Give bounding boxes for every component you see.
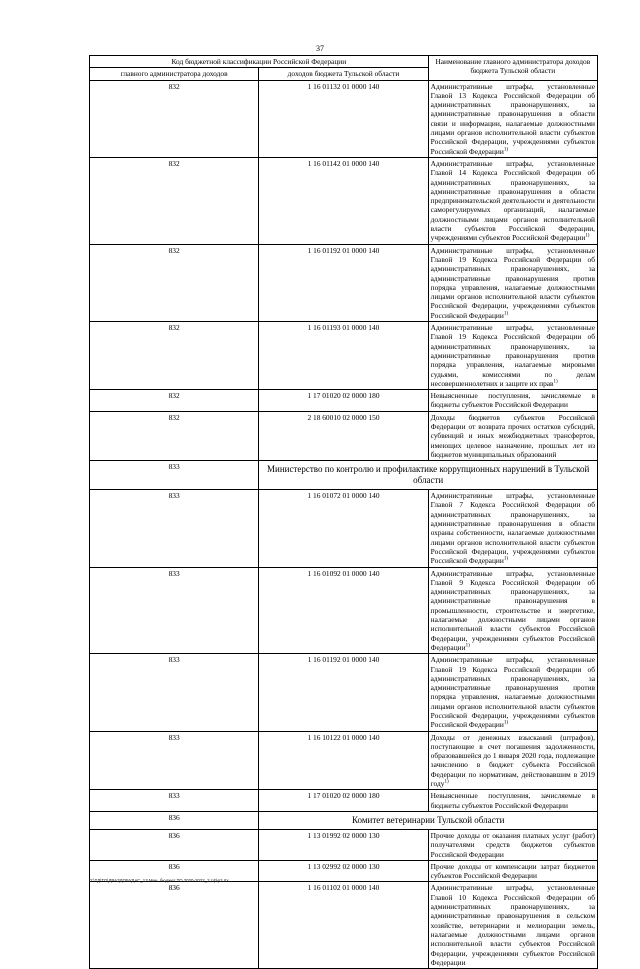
revenue-name-text: Прочие доходы от компенсации затрат бюджетов субъектов Российской Федерации	[430, 861, 595, 881]
footnote-marker: 1)	[465, 643, 470, 649]
table-row	[90, 567, 598, 654]
admin-code-cell: 832	[90, 244, 259, 321]
revenue-name-cell	[428, 654, 597, 731]
revenue-code-cell: 1 16 01072 01 0000 140	[259, 490, 428, 567]
table-row	[90, 322, 598, 390]
table-row	[90, 654, 598, 731]
revenue-name-text: Административные штрафы, установленные Главой 10 Кодекса Российской Федерации об административных правонарушениях, за административные правонарушения в сельском хозяйстве, ветеринарии и мелиорации земель, налагаемые должностными лицами органов исполнительной власти субъектов Российской Федерации, учреждениями субъектов Российской Федерации	[430, 883, 595, 967]
revenue-name-text: Невыясненные поступления, зачисляемые в бюджеты субъектов Российской Федерации	[430, 791, 595, 810]
admin-code-cell: 832	[90, 390, 259, 412]
revenue-name-text: Административные штрафы, установленные Главой 19 Кодекса Российской Федерации об административных правонарушениях, за административные правонарушения против порядка управления, налагаемые мировыми судьями, комиссиями по делам несовершеннолетних и защите их прав	[430, 323, 595, 388]
administrator-heading: Министерство по контролю и профилактике коррупционных нарушений в Тульской области	[259, 461, 598, 490]
revenue-code-cell: 1 17 01020 02 0000 180	[259, 790, 428, 812]
admin-code-cell: 833	[90, 731, 259, 790]
table-header-row	[90, 56, 598, 68]
footnote-marker: 1)	[444, 779, 449, 785]
table-body	[90, 80, 598, 969]
revenue-name-cell	[428, 80, 597, 157]
revenue-name-cell	[428, 882, 597, 969]
revenue-name-text: Административные штрафы, установленные Главой 14 Кодекса Российской Федерации об административных правонарушениях, за административные правонарушения в области предпринимательской деятельности и деятельности саморегулируемых организаций, налагаемые должностными лицами органов исполнительной власти субъектов Российской Федерации, учреждениями субъектов Российской Федерации	[430, 158, 595, 243]
revenue-name-cell	[428, 567, 597, 654]
revenue-code-cell: 1 17 01020 02 0000 180	[259, 390, 428, 412]
table-row	[90, 411, 598, 460]
table-row	[90, 882, 598, 969]
admin-code-cell: 832	[90, 411, 259, 460]
revenue-name-cell	[428, 860, 597, 882]
revenue-code-cell: 1 16 01092 01 0000 140	[259, 567, 428, 654]
table-row	[90, 157, 598, 244]
header-name-col: Наименование главного администратора доходов бюджета Тульской области	[428, 56, 597, 81]
table-row	[90, 731, 598, 790]
revenue-code-cell: 1 16 01193 01 0000 140	[259, 322, 428, 390]
admin-code-cell: 836	[90, 811, 259, 829]
section-heading-row	[90, 461, 598, 490]
revenue-name-text: Административные штрафы, установленные Главой 19 Кодекса Российской Федерации об административных правонарушениях, за административные правонарушения против порядка управления, налагаемые должностными лицами органов исполнительной власти субъектов Российской Федерации, учреждениями субъектов Российской Федерации	[430, 245, 595, 320]
admin-code-cell: 833	[90, 654, 259, 731]
page-number: 37	[316, 44, 324, 53]
footnote-marker: 1)	[553, 379, 558, 385]
footnote-marker: 1)	[585, 233, 590, 239]
footnote-marker: 1)	[503, 147, 509, 153]
revenue-name-text: Доходы бюджетов субъектов Российской Федерации от возврата прочих остатков субсидий, субвенций и иных межбюджетных трансфертов, имеющих целевое назначение, прошлых лет из бюджетов муниципальных образований	[430, 412, 595, 459]
header-code-group: Код бюджетной классификации Российской Федерации	[90, 56, 429, 68]
revenue-code-cell: 1 13 02992 02 0000 130	[259, 860, 428, 882]
revenue-name-cell	[428, 390, 597, 412]
revenue-name-cell	[428, 411, 597, 460]
file-path-footer: D:\ТД\ТО\ДРАЗДОБУДАС_13 Мин. бюджет ТО 2020-2022_2 тф\р2.rtx	[89, 878, 229, 883]
admin-code-cell: 836	[90, 882, 259, 969]
revenue-name-text: Невыясненные поступления, зачисляемые в бюджеты субъектов Российской Федерации	[430, 391, 595, 410]
admin-code-cell: 833	[90, 490, 259, 567]
revenue-code-cell: 1 16 01192 01 0000 140	[259, 244, 428, 321]
header-admin-col: главного администратора доходов	[90, 68, 259, 80]
administrator-heading: Комитет ветеринарии Тульской области	[259, 811, 598, 829]
admin-code-cell: 832	[90, 157, 259, 244]
revenue-code-cell: 2 18 60010 02 0000 150	[259, 411, 428, 460]
revenue-name-text: Административные штрафы, установленные Главой 19 Кодекса Российской Федерации об административных правонарушениях, за административные правонарушения против порядка управления, налагаемые должностными лицами органов исполнительной власти субъектов Российской Федерации, учреждениями субъектов Российской Федерации	[430, 655, 595, 730]
table-row	[90, 490, 598, 567]
revenue-name-cell	[428, 157, 597, 244]
table-row	[90, 390, 598, 412]
admin-code-cell: 832	[90, 322, 259, 390]
revenue-name-text: Административные штрафы, установленные Главой 13 Кодекса Российской Федерации об административных правонарушениях, за административные правонарушения в области связи и информации, налагаемые должностными лицами органов исполнительной власти субъектов Российской Федерации, учреждениями субъектов Российской Федерации	[430, 81, 595, 156]
admin-code-cell: 836	[90, 860, 259, 882]
admin-code-cell: 833	[90, 461, 259, 490]
revenue-code-cell: 1 16 01102 01 0000 140	[259, 882, 428, 969]
table-row	[90, 790, 598, 812]
revenue-code-cell: 1 13 01992 02 0000 130	[259, 829, 428, 860]
revenue-code-cell: 1 16 01192 01 0000 140	[259, 654, 428, 731]
section-heading-row	[90, 811, 598, 829]
revenue-name-cell	[428, 490, 597, 567]
admin-code-cell: 836	[90, 829, 259, 860]
budget-classification-table	[89, 55, 598, 969]
footnote-marker: 1)	[503, 720, 509, 726]
revenue-code-cell: 1 16 01142 01 0000 140	[259, 157, 428, 244]
admin-code-cell: 833	[90, 567, 259, 654]
revenue-code-cell: 1 16 10122 01 0000 140	[259, 731, 428, 790]
table-row	[90, 80, 598, 157]
revenue-name-cell	[428, 790, 597, 812]
revenue-name-text: Административные штрафы, установленные Главой 7 Кодекса Российской Федерации об административных правонарушениях, за административные правонарушения в области охраны собственности, налагаемые должностными лицами органов исполнительной власти субъектов Российской Федерации, учреждениями субъектов Российской Федерации	[430, 491, 595, 566]
revenue-code-cell: 1 16 01132 01 0000 140	[259, 80, 428, 157]
revenue-name-text: Административные штрафы, установленные Главой 9 Кодекса Российской Федерации об административных правонарушениях, за административные правонарушения в промышленности, строительстве и энергетике, налагаемые должностными лицами органов исполнительной власти субъектов Российской Федерации, учреждениями субъектов Российской Федерации	[430, 568, 595, 652]
footnote-marker: 1)	[503, 556, 509, 562]
table-row	[90, 244, 598, 321]
admin-code-cell: 833	[90, 790, 259, 812]
header-code-col: доходов бюджета Тульской области	[259, 68, 428, 80]
admin-code-cell: 832	[90, 80, 259, 157]
revenue-name-text: Прочие доходы от оказания платных услуг (работ) получателями средств бюджетов субъектов Российской Федерации	[430, 830, 595, 859]
table-row	[90, 829, 598, 860]
revenue-name-text: Доходы от денежных взысканий (штрафов), поступающие в счет погашения задолженности, образовавшейся до 1 января 2020 года, подлежащие зачислению в бюджет субъекта Российской Федерации по нормативам, действовавшим в 2019 году	[430, 732, 595, 789]
revenue-name-cell	[428, 731, 597, 790]
footnote-marker: 1)	[503, 311, 509, 317]
revenue-name-cell	[428, 322, 597, 390]
revenue-name-cell	[428, 244, 597, 321]
revenue-name-cell	[428, 829, 597, 860]
